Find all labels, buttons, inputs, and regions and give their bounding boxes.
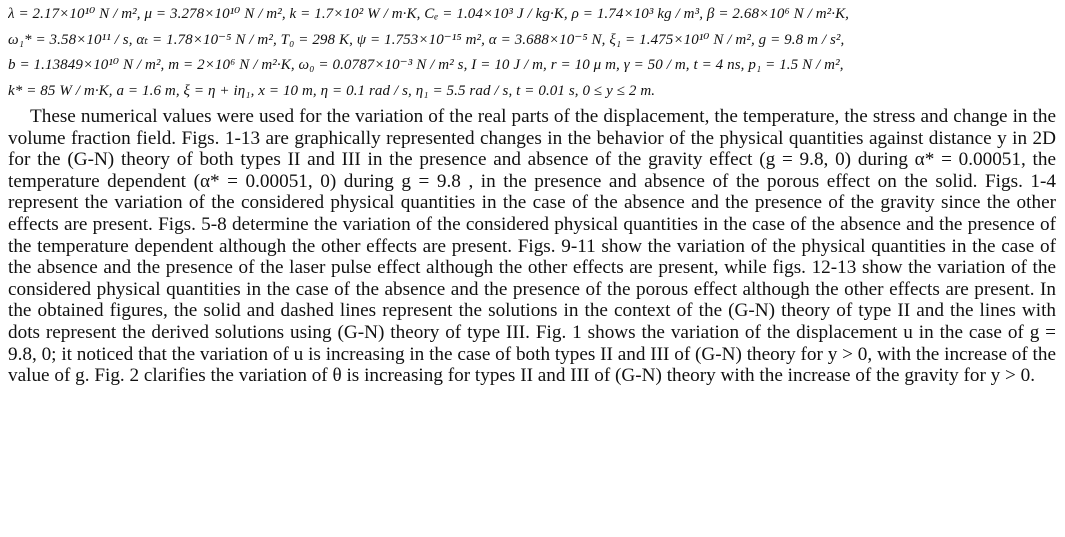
parameter-line-1: λ = 2.17×10¹⁰ N / m², μ = 3.278×10¹⁰ N / m², k = 1.7×10² W / m·K, Cₑ = 1.04×10³ J / kg·K, ρ = 1.74×10³ kg / m³, β = 2.68×10⁶ N / m²·K, (8, 6, 850, 22)
parameter-line-2: ω₁* = 3.58×10¹¹ / s, αₜ = 1.78×10⁻⁵ N / m², T₀ = 298 K, ψ = 1.753×10⁻¹⁵ m², α = 3.688×10⁻⁵ N, ξ₁ = 1.475×10¹⁰ N / m², g = 9.8 m / s², (8, 31, 845, 48)
parameter-list (8, 2, 1058, 104)
results-paragraph: These numerical values were used for the variation of the real parts of the displacement, the temperature, the stress and change in the volume fraction field. Figs. 1-13 are graphically represented changes in the behavior of the physical quantities against distance y in 2D for the (G-N) theory of both types II and III in the presence and absence of the gravity effect (g = 9.8, 0) during α* = 0.00051, the temperature dependent (α* = 0.00051, 0) during g = 9.8 , in the presence and absence of the porous effect on the solid. Figs. 1-4 represent the variation of the considered physical quantities in the case of the absence and the presence of the gravity since the other effects are present. Figs. 5-8 determine the variation of the considered physical quantities in the case of the absence and the presence of the temperature dependent although the other effects are present. Figs. 9-11 show the variation of the physical quantities in the case of the absence and the presence of the laser pulse effect although the other effects are present, while figs. 12-13 show the variation of the considered physical quantities in the case of the absence and the presence of the porous effect although the other effects are present. In the obtained figures, the solid and dashed lines represent the solutions in the context of the (G-N) theory of type II and the lines with dots represent the derived solutions using (G-N) theory of type III. Fig. 1 shows the variation of the displacement u in the case of g = 9.8, 0; it noticed that the variation of u is increasing in the case of both types II and III of (G-N) theory for y > 0, with the increase of the value of g. Fig. 2 clarifies the variation of θ is increasing for types II and III of (G-N) theory with the increase of the gravity for y > 0. (8, 106, 1056, 387)
parameter-line-3: b = 1.13849×10¹⁰ N / m², m = 2×10⁶ N / m²·K, ω₀ = 0.0787×10⁻³ N / m² s, I = 10 J / m, r = 10 μ m, γ = 50 / m, t = 4 ns, p₁ = 1.5 N / m², (8, 57, 844, 73)
parameter-line-4: k* = 85 W / m·K, a = 1.6 m, ξ = η + iη₁, x = 10 m, η = 0.1 rad / s, η₁ = 5.5 rad / s, t = 0.01 s, 0 ≤ y ≤ 2 m. (8, 82, 656, 99)
paper-page (8, 2, 1058, 406)
